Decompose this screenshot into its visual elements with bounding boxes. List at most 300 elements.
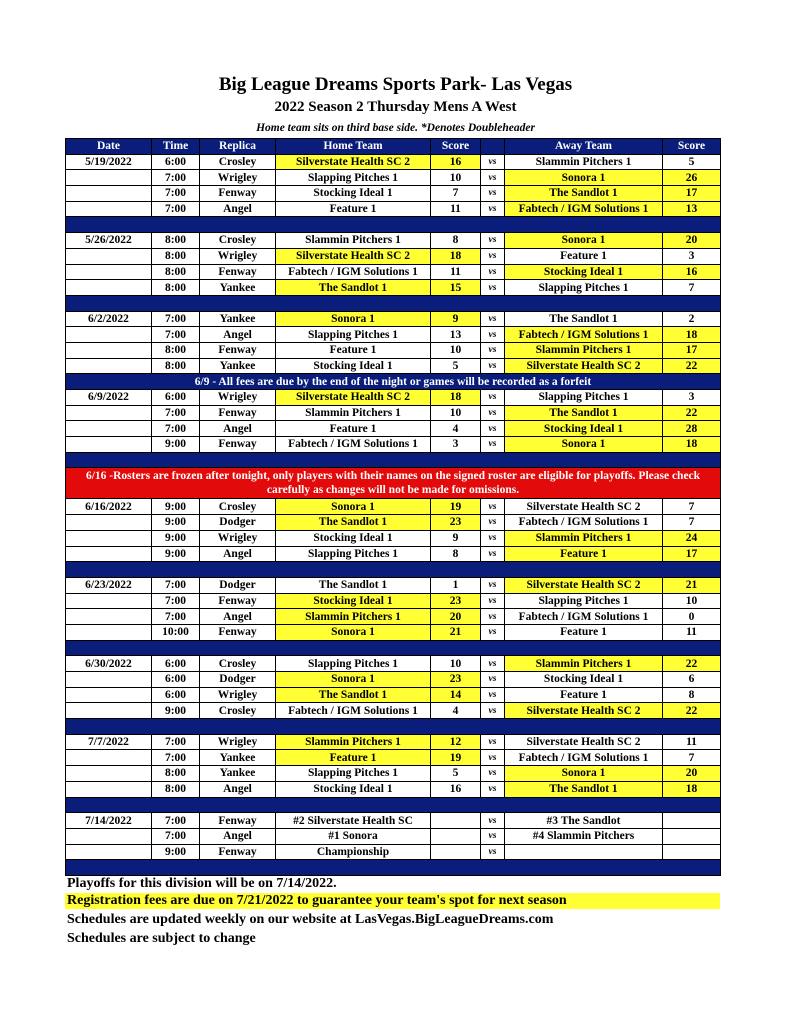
game-row [66,421,721,437]
home-team-cell: Slammin Pitchers 1 [276,405,431,421]
away-team-cell: Sonora 1 [505,170,663,186]
date-cell [66,437,152,453]
vs-cell: vs [481,201,505,217]
game-row [66,687,721,703]
schedule-table [65,138,721,876]
home-score-cell: 21 [431,624,481,640]
time-cell: 6:00 [152,672,200,688]
replica-cell: Crosley [200,703,276,719]
header-row [66,139,721,155]
vs-cell: vs [481,233,505,249]
game-row [66,186,721,202]
separator-cell [66,719,721,735]
game-row [66,672,721,688]
vs-cell: vs [481,813,505,829]
alert-text: 6/16 -Rosters are frozen after tonight, only players with their names on the signed roster are eligible for playoffs. Please check carefully as changes will not be made for omissions. [66,468,721,499]
time-cell: 7:00 [152,577,200,593]
vs-cell: vs [481,515,505,531]
replica-cell: Fenway [200,624,276,640]
time-cell: 7:00 [152,327,200,343]
vs-cell: vs [481,546,505,562]
home-score-cell: 14 [431,687,481,703]
away-score-cell: 28 [663,421,721,437]
vs-cell: vs [481,844,505,860]
vs-cell: vs [481,781,505,797]
replica-cell: Yankee [200,280,276,296]
game-row [66,327,721,343]
vs-cell: vs [481,734,505,750]
game-row [66,515,721,531]
date-cell [66,201,152,217]
away-score-cell: 20 [663,766,721,782]
replica-cell: Fenway [200,264,276,280]
home-score-cell: 13 [431,327,481,343]
separator-cell [66,860,721,876]
date-cell: 6/16/2022 [66,499,152,515]
vs-cell: vs [481,703,505,719]
replica-cell: Crosley [200,154,276,170]
game-row [66,342,721,358]
separator-row [66,860,721,876]
game-row [66,248,721,264]
away-team-cell: Stocking Ideal 1 [505,264,663,280]
time-cell: 7:00 [152,828,200,844]
away-team-cell: Slapping Pitches 1 [505,280,663,296]
away-team-cell: Feature 1 [505,546,663,562]
home-score-cell: 23 [431,672,481,688]
replica-cell: Dodger [200,672,276,688]
home-team-cell: Slammin Pitchers 1 [276,734,431,750]
away-score-cell: 10 [663,593,721,609]
home-team-cell: Slammin Pitchers 1 [276,609,431,625]
game-row [66,813,721,829]
vs-cell: vs [481,405,505,421]
away-score-cell [663,844,721,860]
time-cell: 9:00 [152,703,200,719]
away-score-cell: 7 [663,515,721,531]
home-score-cell: 8 [431,546,481,562]
date-cell [66,781,152,797]
game-row [66,405,721,421]
separator-cell [66,452,721,468]
replica-cell: Wrigley [200,248,276,264]
home-team-cell: Sonora 1 [276,624,431,640]
home-team-cell: Stocking Ideal 1 [276,781,431,797]
away-score-cell: 17 [663,186,721,202]
away-team-cell: The Sandlot 1 [505,781,663,797]
vs-cell: vs [481,186,505,202]
footer-registration: Registration fees are due on 7/21/2022 to guarantee your team's spot for next season [65,893,720,909]
away-score-cell: 22 [663,405,721,421]
replica-cell: Crosley [200,656,276,672]
away-score-cell: 16 [663,264,721,280]
vs-cell: vs [481,437,505,453]
game-row [66,734,721,750]
away-team-cell: Silverstate Health SC 2 [505,703,663,719]
replica-cell: Fenway [200,593,276,609]
time-cell: 8:00 [152,233,200,249]
game-row [66,280,721,296]
replica-cell: Wrigley [200,530,276,546]
home-score-cell: 8 [431,233,481,249]
away-score-cell: 17 [663,546,721,562]
game-row [66,233,721,249]
date-cell [66,687,152,703]
away-score-cell: 3 [663,248,721,264]
date-cell [66,624,152,640]
page-title: Big League Dreams Sports Park- Las Vegas [218,74,573,95]
game-row [66,437,721,453]
time-cell: 9:00 [152,546,200,562]
vs-cell: vs [481,342,505,358]
home-score-cell: 4 [431,703,481,719]
away-team-cell: Fabtech / IGM Solutions 1 [505,201,663,217]
game-row [66,201,721,217]
vs-cell: vs [481,390,505,406]
vs-cell: vs [481,750,505,766]
away-score-cell: 11 [663,624,721,640]
home-score-cell: 12 [431,734,481,750]
away-score-cell: 22 [663,703,721,719]
home-score-cell: 5 [431,358,481,374]
home-score-cell: 11 [431,201,481,217]
away-team-cell: Slammin Pitchers 1 [505,342,663,358]
separator-row [66,719,721,735]
away-score-cell: 7 [663,499,721,515]
home-score-cell: 11 [431,264,481,280]
home-score-cell: 15 [431,280,481,296]
game-row [66,750,721,766]
game-row [66,624,721,640]
time-cell: 7:00 [152,186,200,202]
replica-cell: Angel [200,546,276,562]
replica-cell: Crosley [200,233,276,249]
replica-cell: Yankee [200,311,276,327]
home-team-cell: Stocking Ideal 1 [276,358,431,374]
home-team-cell: Slapping Pitches 1 [276,327,431,343]
home-team-cell: The Sandlot 1 [276,687,431,703]
date-cell [66,264,152,280]
home-score-cell: 18 [431,248,481,264]
time-cell: 6:00 [152,390,200,406]
col-home-score: Score [431,139,481,155]
away-score-cell: 5 [663,154,721,170]
vs-cell: vs [481,609,505,625]
col-away-score: Score [663,139,721,155]
time-cell: 6:00 [152,687,200,703]
replica-cell: Crosley [200,499,276,515]
home-team-cell: Silverstate Health SC 2 [276,154,431,170]
game-row [66,546,721,562]
replica-cell: Fenway [200,813,276,829]
col-away-team: Away Team [505,139,663,155]
footer-change: Schedules are subject to change [67,931,256,946]
away-score-cell [663,813,721,829]
home-team-cell: Stocking Ideal 1 [276,186,431,202]
replica-cell: Angel [200,609,276,625]
home-team-cell: Slammin Pitchers 1 [276,233,431,249]
time-cell: 8:00 [152,342,200,358]
away-score-cell: 7 [663,280,721,296]
vs-cell: vs [481,154,505,170]
home-team-cell: Feature 1 [276,750,431,766]
game-row [66,781,721,797]
home-team-cell: The Sandlot 1 [276,280,431,296]
vs-cell: vs [481,248,505,264]
home-team-cell: Fabtech / IGM Solutions 1 [276,703,431,719]
home-team-cell: The Sandlot 1 [276,515,431,531]
game-row [66,703,721,719]
date-cell [66,593,152,609]
replica-cell: Wrigley [200,390,276,406]
replica-cell: Fenway [200,342,276,358]
separator-row [66,452,721,468]
time-cell: 7:00 [152,170,200,186]
away-team-cell: Stocking Ideal 1 [505,421,663,437]
home-score-cell: 19 [431,750,481,766]
time-cell: 8:00 [152,248,200,264]
away-score-cell: 22 [663,358,721,374]
separator-row [66,797,721,813]
vs-cell: vs [481,593,505,609]
home-team-cell: #1 Sonora [276,828,431,844]
replica-cell: Wrigley [200,734,276,750]
time-cell: 7:00 [152,593,200,609]
away-team-cell: Slammin Pitchers 1 [505,154,663,170]
home-score-cell: 4 [431,421,481,437]
away-score-cell: 11 [663,734,721,750]
away-team-cell: Slapping Pitches 1 [505,593,663,609]
home-score-cell: 23 [431,515,481,531]
date-cell [66,170,152,186]
game-row [66,530,721,546]
game-row [66,390,721,406]
date-cell [66,672,152,688]
vs-cell: vs [481,530,505,546]
time-cell: 9:00 [152,437,200,453]
page-note: Home team sits on third base side. *Denotes Doubleheader [256,122,535,134]
home-team-cell: Fabtech / IGM Solutions 1 [276,437,431,453]
date-cell [66,405,152,421]
home-score-cell: 7 [431,186,481,202]
away-team-cell: Sonora 1 [505,766,663,782]
away-team-cell: The Sandlot 1 [505,405,663,421]
away-team-cell: Sonora 1 [505,233,663,249]
date-cell [66,248,152,264]
home-score-cell: 9 [431,311,481,327]
game-row [66,844,721,860]
date-cell [66,358,152,374]
footer-playoffs: Playoffs for this division will be on 7/14/2022. [67,876,337,891]
date-cell [66,750,152,766]
home-team-cell: Sonora 1 [276,311,431,327]
replica-cell: Dodger [200,515,276,531]
date-cell [66,515,152,531]
away-score-cell: 6 [663,672,721,688]
home-score-cell: 23 [431,593,481,609]
schedule-body [66,154,721,875]
home-score-cell: 16 [431,154,481,170]
home-score-cell: 1 [431,577,481,593]
away-score-cell: 2 [663,311,721,327]
date-cell [66,828,152,844]
game-row [66,311,721,327]
away-team-cell: Slammin Pitchers 1 [505,530,663,546]
away-team-cell: Sonora 1 [505,437,663,453]
home-team-cell: #2 Silverstate Health SC [276,813,431,829]
away-score-cell: 0 [663,609,721,625]
away-score-cell: 3 [663,390,721,406]
col-date: Date [66,139,152,155]
footer-website: Schedules are updated weekly on our website at LasVegas.BigLeagueDreams.com [67,912,554,927]
col-time: Time [152,139,200,155]
time-cell: 6:00 [152,154,200,170]
page-subtitle: 2022 Season 2 Thursday Mens A West [274,99,517,115]
date-cell [66,844,152,860]
replica-cell: Angel [200,201,276,217]
time-cell: 8:00 [152,264,200,280]
time-cell: 9:00 [152,530,200,546]
vs-cell: vs [481,280,505,296]
time-cell: 9:00 [152,515,200,531]
replica-cell: Dodger [200,577,276,593]
date-cell: 7/14/2022 [66,813,152,829]
replica-cell: Fenway [200,405,276,421]
game-row [66,499,721,515]
away-score-cell [663,828,721,844]
time-cell: 8:00 [152,280,200,296]
separator-row [66,295,721,311]
separator-cell [66,640,721,656]
col-replica: Replica [200,139,276,155]
replica-cell: Fenway [200,437,276,453]
away-team-cell: Stocking Ideal 1 [505,672,663,688]
separator-row [66,640,721,656]
date-cell [66,766,152,782]
away-team-cell: Feature 1 [505,624,663,640]
home-score-cell [431,844,481,860]
time-cell: 7:00 [152,609,200,625]
away-score-cell: 22 [663,656,721,672]
separator-cell [66,217,721,233]
home-team-cell: Feature 1 [276,342,431,358]
home-team-cell: The Sandlot 1 [276,577,431,593]
vs-cell: vs [481,766,505,782]
home-team-cell: Stocking Ideal 1 [276,593,431,609]
home-team-cell: Championship [276,844,431,860]
away-score-cell: 18 [663,781,721,797]
time-cell: 8:00 [152,358,200,374]
vs-cell: vs [481,311,505,327]
away-score-cell: 18 [663,437,721,453]
vs-cell: vs [481,828,505,844]
time-cell: 9:00 [152,499,200,515]
home-team-cell: Slapping Pitches 1 [276,546,431,562]
replica-cell: Wrigley [200,687,276,703]
away-score-cell: 24 [663,530,721,546]
vs-cell: vs [481,672,505,688]
away-team-cell: #3 The Sandlot [505,813,663,829]
vs-cell: vs [481,170,505,186]
replica-cell: Yankee [200,766,276,782]
date-cell [66,530,152,546]
away-score-cell: 17 [663,342,721,358]
away-team-cell: Fabtech / IGM Solutions 1 [505,327,663,343]
date-cell [66,703,152,719]
home-score-cell: 10 [431,656,481,672]
away-team-cell: Fabtech / IGM Solutions 1 [505,750,663,766]
home-score-cell: 9 [431,530,481,546]
game-row [66,766,721,782]
home-score-cell: 16 [431,781,481,797]
time-cell: 7:00 [152,311,200,327]
separator-cell [66,797,721,813]
away-team-cell: #4 Slammin Pitchers [505,828,663,844]
home-team-cell: Sonora 1 [276,672,431,688]
home-score-cell: 3 [431,437,481,453]
away-score-cell: 21 [663,577,721,593]
away-team-cell: Slammin Pitchers 1 [505,656,663,672]
away-team-cell: Silverstate Health SC 2 [505,499,663,515]
home-score-cell: 10 [431,405,481,421]
away-score-cell: 18 [663,327,721,343]
date-cell [66,609,152,625]
time-cell: 8:00 [152,781,200,797]
separator-cell [66,562,721,578]
game-row [66,358,721,374]
away-score-cell: 26 [663,170,721,186]
time-cell: 9:00 [152,844,200,860]
date-cell [66,421,152,437]
vs-cell: vs [481,624,505,640]
replica-cell: Angel [200,327,276,343]
away-score-cell: 8 [663,687,721,703]
home-team-cell: Slapping Pitches 1 [276,766,431,782]
game-row [66,264,721,280]
home-team-cell: Slapping Pitches 1 [276,656,431,672]
date-cell [66,186,152,202]
time-cell: 7:00 [152,405,200,421]
away-team-cell: Silverstate Health SC 2 [505,577,663,593]
vs-cell: vs [481,358,505,374]
home-score-cell: 19 [431,499,481,515]
col-home-team: Home Team [276,139,431,155]
col-vs [481,139,505,155]
replica-cell: Fenway [200,844,276,860]
home-score-cell: 10 [431,170,481,186]
replica-cell: Angel [200,781,276,797]
date-cell: 6/2/2022 [66,311,152,327]
home-team-cell: Silverstate Health SC 2 [276,248,431,264]
away-score-cell: 20 [663,233,721,249]
date-cell [66,546,152,562]
date-cell: 6/30/2022 [66,656,152,672]
alert-row [66,468,721,499]
time-cell: 7:00 [152,734,200,750]
game-row [66,154,721,170]
replica-cell: Wrigley [200,170,276,186]
home-team-cell: Feature 1 [276,421,431,437]
home-team-cell: Feature 1 [276,201,431,217]
away-score-cell: 7 [663,750,721,766]
home-score-cell: 10 [431,342,481,358]
time-cell: 10:00 [152,624,200,640]
separator-cell [66,295,721,311]
time-cell: 7:00 [152,201,200,217]
date-cell [66,280,152,296]
time-cell: 7:00 [152,813,200,829]
away-team-cell: Feature 1 [505,248,663,264]
